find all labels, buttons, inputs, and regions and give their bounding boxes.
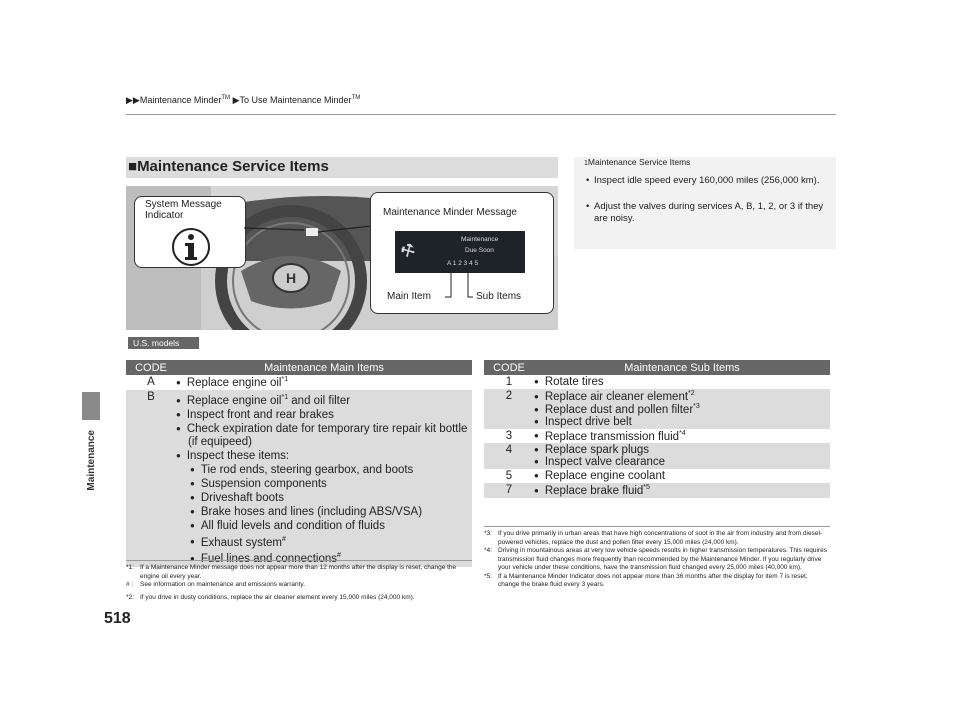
page-number: 518 xyxy=(104,610,131,627)
section-square-icon: ■ xyxy=(128,158,138,175)
maintenance-minder-callout xyxy=(370,192,554,314)
sub-items-label: Sub Items xyxy=(476,291,522,302)
breadcrumb-part-1[interactable]: Maintenance Minder xyxy=(139,95,222,105)
footnote: *1: If a Maintenance Minder message does not appear more than 12 months after the display is reset, change the engine oil every year. xyxy=(126,564,457,580)
list-item: ● Replace engine coolant xyxy=(534,470,830,482)
breadcrumb xyxy=(126,95,360,106)
sidebar-section-label: Maintenance xyxy=(86,430,97,491)
row-items xyxy=(534,443,830,469)
note-icon: 1 xyxy=(584,160,588,167)
wrench-icon: ⚒ xyxy=(397,240,419,263)
header-code: CODE xyxy=(126,360,176,375)
footnote: *3: If you drive primarily in urban areas that have high concentrations of soot in the air from industry and from diesel-powered vehicles, replace the dust and pollen filter every 15,000 miles (24,000 km). xyxy=(484,530,823,546)
list-item: ● Inspect these items: xyxy=(176,449,472,463)
sub-list-item: ● Exhaust system# xyxy=(176,533,472,550)
display-line-1: Maintenance xyxy=(461,236,499,243)
table-row xyxy=(126,375,472,390)
breadcrumb-arrow-icon: ▶▶ xyxy=(126,95,140,105)
section-title-text: Maintenance Service Items xyxy=(137,158,329,175)
table-row xyxy=(484,375,830,389)
list-item: ● Inspect drive belt xyxy=(534,416,830,428)
maintenance-minder-message-label: Maintenance Minder Message xyxy=(383,207,517,218)
header-divider xyxy=(126,114,836,115)
row-items xyxy=(534,389,830,429)
note-title-text: Maintenance Service Items xyxy=(587,157,691,167)
row-code: A xyxy=(147,376,155,388)
footnote: *4: Driving in mountainous areas at very low vehicle speeds results in higher transmission temperatures. This requires transmission fluid changes more frequently than recommended by the Maintenance Minder. If you regularly drive your vehicle under these conditions, have the transmission fluid changed every 25,000 miles (40,000 km). xyxy=(484,547,828,571)
note-item: • Inspect idle speed every 160,000 miles (256,000 km). xyxy=(594,175,826,187)
footnote: *5: If a Maintenance Minder Indicator does not appear more than 36 months after the display for item 7 is reset, change the brake fluid every 3 years. xyxy=(484,572,808,588)
table-row xyxy=(484,443,830,469)
sub-list-item: ● Fuel lines and connections# xyxy=(176,549,472,566)
list-item: ● Replace spark plugs xyxy=(534,444,830,456)
dashboard-illustration xyxy=(126,186,558,330)
sub-list-item: ● Driveshaft boots xyxy=(176,491,472,505)
list-item: ● Inspect front and rear brakes xyxy=(176,408,472,422)
svg-text:H: H xyxy=(285,270,297,286)
row-code: 7 xyxy=(484,483,534,498)
row-items xyxy=(534,375,830,389)
sub-list-item: ● All fluid levels and condition of fluids xyxy=(176,519,472,533)
sub-items-table xyxy=(484,360,830,498)
row-items xyxy=(176,375,472,390)
sub-list-item: ● Brake hoses and lines (including ABS/VSA) xyxy=(176,505,472,519)
section-title xyxy=(128,158,329,175)
note-item: • Adjust the valves during services A, B, 1, 2, or 3 if they are noisy. xyxy=(594,201,826,225)
row-items xyxy=(534,429,830,444)
main-item-label: Main Item xyxy=(387,291,431,302)
row-code: B xyxy=(126,390,176,567)
header-items: Maintenance Sub Items xyxy=(534,360,830,375)
list-item: ● Replace transmission fluid$^{*4}$ xyxy=(534,430,830,443)
table-row xyxy=(126,390,472,567)
header-code: CODE xyxy=(484,360,534,375)
list-item: ● Replace brake fluid$^{*5}$ xyxy=(534,484,830,497)
display-line-2: Due Soon xyxy=(465,247,494,254)
table-row xyxy=(484,389,830,429)
row-code: 1 xyxy=(505,376,513,388)
list-item: ● Replace engine oil$^{*1}$ and oil filter xyxy=(176,391,472,408)
row-code: 5 xyxy=(505,470,513,483)
list-item: ● Replace air cleaner element$^{*2}$ xyxy=(534,390,830,403)
breadcrumb-part-2[interactable]: To Use Maintenance Minder xyxy=(239,95,352,105)
display-codes: A 1 2 3 4 5 xyxy=(447,260,479,267)
footnotes-right xyxy=(484,526,830,590)
row-code: 2 xyxy=(484,389,534,429)
footnote: *2: If you drive in dusty conditions, replace the air cleaner element every 15,000 miles (24,000 km). xyxy=(126,593,415,601)
list-item: ● Replace engine oil$^{*1}$ xyxy=(176,376,472,389)
footnotes-left xyxy=(126,560,472,602)
sub-list-item: ● Suspension components xyxy=(176,477,472,491)
sub-list-item: ● Tie rod ends, steering gearbox, and boots xyxy=(176,463,472,477)
main-items-table xyxy=(126,360,472,567)
footnote: # : See information on maintenance and emissions warranty. xyxy=(126,581,305,588)
header-items: Maintenance Main Items xyxy=(176,360,472,375)
row-code: 4 xyxy=(484,443,534,469)
table-header xyxy=(484,360,830,375)
region-tag: U.S. models xyxy=(128,337,199,349)
sidebar-tab-marker xyxy=(82,392,100,420)
trademark-mark: TM xyxy=(351,95,361,101)
list-item: ● Inspect valve clearance xyxy=(534,456,830,468)
list-item: ● Replace dust and pollen filter$^{*3}$ xyxy=(534,403,830,416)
table-header xyxy=(126,360,472,375)
table-row xyxy=(484,469,830,483)
breadcrumb-arrow-icon: ▶ xyxy=(232,95,240,105)
table-row xyxy=(484,483,830,498)
system-message-indicator-label: System Message Indicator xyxy=(145,199,222,221)
list-item: ● Rotate tires xyxy=(534,376,830,388)
table-row xyxy=(484,429,830,444)
row-items xyxy=(176,390,472,567)
row-items xyxy=(534,469,830,483)
note-title xyxy=(584,157,690,167)
trademark-mark: TM xyxy=(221,95,231,101)
row-items xyxy=(534,483,830,498)
list-item: ● Check expiration date for temporary tire repair kit bottle (if equipeed) xyxy=(176,422,472,449)
row-code: 3 xyxy=(505,429,513,442)
